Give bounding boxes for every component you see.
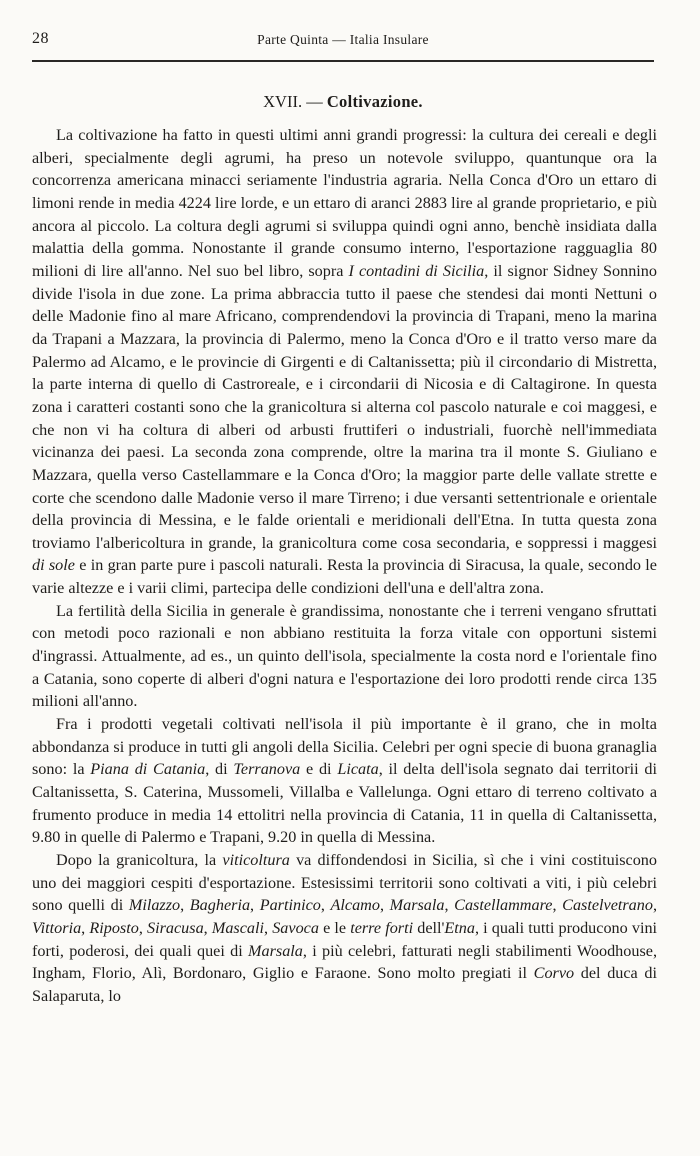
text-run: , xyxy=(652,896,658,915)
text-run: , i più celebri, fatturati negli stabilimenti Woodhouse, Ingham, Florio, Alì, Bordonaro, Giglio e Faraone. Sono molto pregiati il xyxy=(32,941,657,983)
italic-text: Milazzo xyxy=(128,896,181,915)
text-run: e in gran parte pure i pascoli naturali. Resta la provincia di Siracusa, la quale, secondo le varie altezze e i varii climi, partecipa delle condizioni dell'una e dell'altra zona. xyxy=(32,556,657,598)
paragraph xyxy=(32,849,657,1008)
text-run: La fertilità della Sicilia in generale è grandissima, nonostante che i terreni vengano sfruttati con metodi poco razionali e non abbiano restituita la forza vitale con opportuni sistemi d'ingrassi. Attualmente, ad es., un quinto dell'isola, specialmente la costa nord e l'orientale fino a Catania, sono coperte di alberi d'ogni natura e l'esportazione dei loro prodotti rende circa 135 milioni all'anno. xyxy=(32,601,657,711)
chapter-number: XVII. — xyxy=(263,92,323,111)
text-run: , xyxy=(138,918,148,937)
italic-text: Siracusa xyxy=(147,918,204,937)
italic-text: viticoltura xyxy=(222,851,290,869)
chapter-heading: Coltivazione. xyxy=(326,92,423,111)
italic-text: Partinico xyxy=(259,896,321,915)
text-run: e di xyxy=(300,760,338,779)
italic-text: Terranova xyxy=(233,760,301,779)
text-run: , xyxy=(250,896,260,915)
text-run: del duca di Salaparuta, lo xyxy=(32,964,657,1005)
italic-text: Marsala xyxy=(248,941,303,960)
italic-text: Vittoria xyxy=(32,918,82,937)
italic-text: Licata xyxy=(337,760,379,779)
paragraph xyxy=(32,713,657,849)
text-run: dell' xyxy=(413,918,445,937)
text-run: , xyxy=(320,896,331,915)
chapter-title xyxy=(32,92,654,112)
italic-text: Riposto xyxy=(89,918,139,937)
italic-text: Alcamo xyxy=(330,896,380,915)
italic-text: Corvo xyxy=(533,964,575,983)
italic-text: Marsala xyxy=(389,896,445,915)
text-run: va diffondendosi in Sicilia, sì che i vini costituiscono uno dei maggiori cespiti d'esportazione. Estesissimi territorii sono coltivati a viti, i più celebri sono quelli di xyxy=(32,851,657,915)
text-run: La coltivazione ha fatto in questi ultimi anni grandi progressi: la cultura dei cereali e degli alberi, specialmente degli agrumi, ha preso un notevole sviluppo, quantunque ora la concorrenza americana minacci seriamente l'industria agraria. Nella Conca d'Oro un ettaro di limoni rende in media 4224 lire lorde, e un ettaro di aranci 2883 lire al grande proprietario, e più ancora al piccolo. La coltura degli agrumi si sviluppa quindi ogni anno, benchè insidiata dalla malattia della gomma. Nonostante il grande consumo interno, l'esportazione ragguaglia 80 milioni di lire all'anno. Nel suo bel libro, sopra xyxy=(32,126,657,280)
running-head: Parte Quinta — Italia Insulare xyxy=(257,32,429,47)
paragraph xyxy=(32,124,657,600)
page-number: 28 xyxy=(32,30,49,47)
italic-text: Etna xyxy=(444,918,475,937)
text-run: , il delta dell'isola segnato dai territorii di Caltanissetta, S. Caterina, Mussomeli, Villalba e Vallelunga. Ogni ettaro di terreno coltivato a frumento produce in media 14 ettolitri nella provincia di Catania, 11 in quella di Caltanissetta, 9.80 in quelle di Palermo e Trapani, 9.20 in quella di Messina. xyxy=(32,760,658,847)
text-run: Dopo la granicoltura, la xyxy=(56,851,223,869)
text-run: Fra i prodotti vegetali coltivati nell'isola il più importante è il grano, che in molta abbondanza si produce in tutti gli angoli della Sicilia. Celebri per ogni specie di buona granaglia sono: la xyxy=(32,715,657,779)
italic-text: Piana di Catania xyxy=(90,760,206,779)
header-rule xyxy=(32,60,654,62)
paragraph xyxy=(32,600,657,713)
body-text xyxy=(32,124,657,1008)
italic-text: terre forti xyxy=(350,918,414,937)
text-run: , xyxy=(81,918,90,937)
text-run: , xyxy=(444,896,455,915)
italic-text: Savoca xyxy=(272,918,319,937)
text-run: , xyxy=(180,896,190,915)
italic-text: Castellammare xyxy=(454,896,553,915)
text-run: , xyxy=(203,918,212,937)
text-run: e le xyxy=(318,918,351,937)
text-run: , xyxy=(379,896,390,915)
page-header xyxy=(32,26,654,56)
italic-text: I contadini di Sicilia xyxy=(348,261,485,280)
italic-text: Castelvetrano xyxy=(562,896,653,915)
italic-text: di sole xyxy=(32,556,75,575)
italic-text: Mascali xyxy=(211,918,265,937)
text-run: , xyxy=(552,896,563,915)
text-run: , il signor Sidney Sonnino divide l'isola in due zone. La prima abbraccia tutto il paese che stendesi dai monti Nettuni o delle Madonie fino al mare Africano, comprendendovi la provincia di Trapani, meno la marina da Trapani a Mazzara, la provincia di Palermo, meno la Conca d'Oro e il tratto verso mare da Palermo ad Alcamo, e le provincie di Girgenti e di Caltanissetta; più il circondario di Mistretta, la parte interna di quello di Castroreale, e i circondarii di Nicosia e di Caltagirone. In questa zona i caratteri costanti sono che la granicoltura si alterna col pascolo naturale e coi maggesi, e che non vi ha coltura di alberi od arbusti fruttiferi o industriali, fuorchè nell'immediata vicinanza dei paesi. La seconda zona comprende, oltre la marina tra il monte S. Giuliano e Mazzara, quella verso Castellammare e la Conca d'Oro; la maggior parte delle vallate strette e corte che scendono dalle Madonie verso il mare Tirreno; i due versanti settentrionale e orientale della provincia di Messina, e le falde orientali e meridionali dell'Etna. In tutta questa zona troviamo l'albericoltura in grande, la granicoltura come cosa secondaria, e soppressi i maggesi xyxy=(32,261,657,552)
italic-text: Bagheria xyxy=(189,896,251,915)
text-run: , i quali tutti producono vini forti, poderosi, dei quali quei di xyxy=(32,918,658,960)
text-run: , xyxy=(264,918,273,937)
text-run: , di xyxy=(205,760,234,779)
